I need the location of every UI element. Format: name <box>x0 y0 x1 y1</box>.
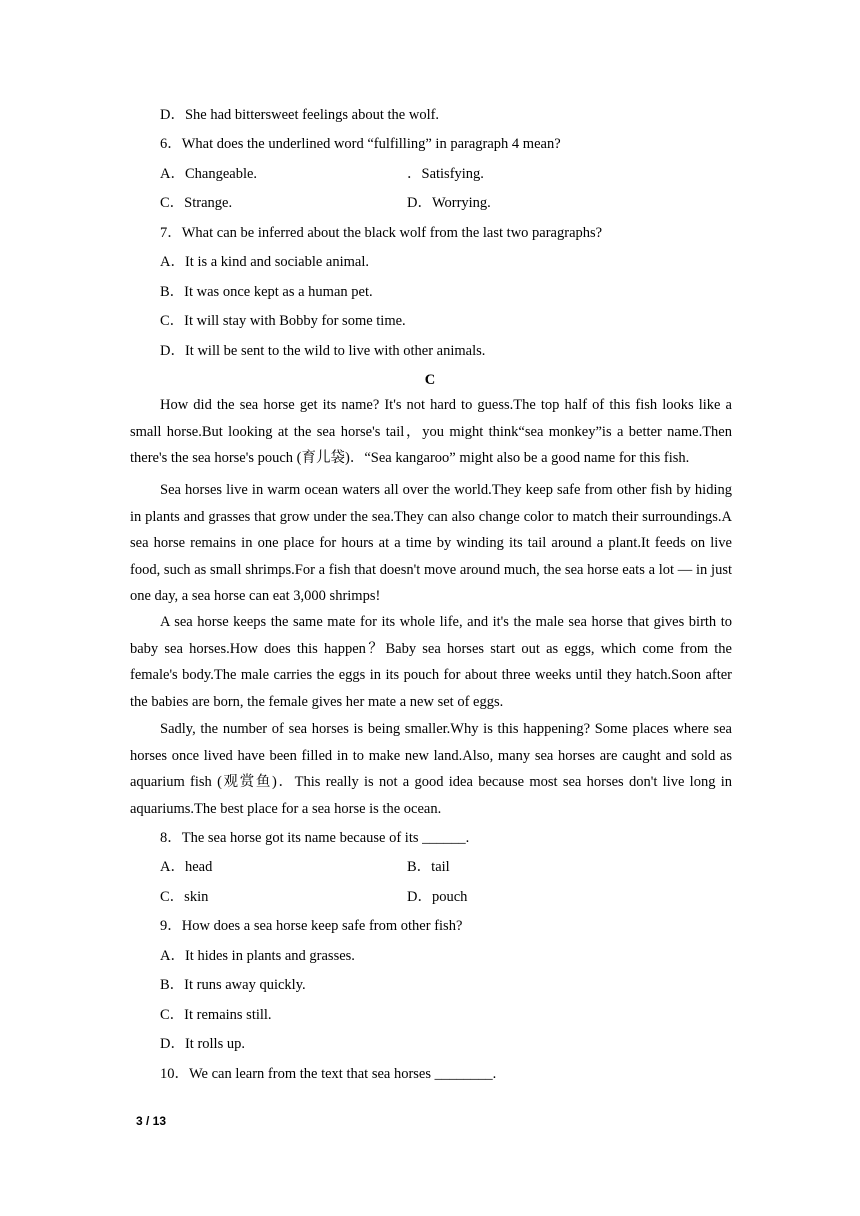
question-7-option-a: A．It is a kind and sociable animal. <box>160 254 369 270</box>
question-5-option-d: D．She had bittersweet feelings about the wolf. <box>160 107 440 123</box>
question-6-stem: 6．What does the underlined word “fulfilling” in paragraph 4 mean? <box>160 136 561 152</box>
question-6-option-c: C．Strange. <box>160 195 233 211</box>
question-8-option-a: A．head <box>160 859 213 875</box>
question-7-stem: 7．What can be inferred about the black wolf from the last two paragraphs? <box>160 225 603 241</box>
question-6-option-a: A．Changeable. <box>160 166 258 182</box>
passage-paragraph-1: How did the sea horse get its name? It's not hard to guess.The top half of this fish looks like a small horse.But looking at the sea horse's tail，you might think“sea monkey”is a better name.Then there's the sea horse's pouch (育儿袋)．“Sea kangaroo” might also be a good name for this fish. <box>130 397 732 466</box>
question-9-option-a: A．It hides in plants and grasses. <box>160 948 355 964</box>
question-6-option-b: ．Satisfying. <box>407 166 484 182</box>
question-9-stem: 9．How does a sea horse keep safe from other fish? <box>160 918 463 934</box>
question-7-option-d: D．It will be sent to the wild to live with other animals. <box>160 343 486 359</box>
question-7-option-c: C．It will stay with Bobby for some time. <box>160 313 406 329</box>
question-10-stem: 10．We can learn from the text that sea horses ________. <box>160 1066 497 1082</box>
passage-paragraph-3: A sea horse keeps the same mate for its whole life, and it's the male sea horse that gives birth to baby sea horses.How does this happen？Baby sea horses start out as eggs, which come from the female's body.The male carries the eggs in its pouch for about three weeks until they hatch.Soon after the babies are born, the female gives her mate a new set of eggs. <box>130 614 732 710</box>
passage-heading: C <box>424 372 436 388</box>
passage-paragraph-4: Sadly, the number of sea horses is being smaller.Why is this happening? Some places where sea horses once lived have been filled in to make new land.Also, many sea horses are caught and sold as aquarium fish (观赏鱼)．This really is not a good idea because most sea horses don't live long in aquariums.The best place for a sea horse is the ocean. <box>130 721 732 817</box>
question-6-option-d: D．Worrying. <box>407 195 491 211</box>
passage-paragraph-2: Sea horses live in warm ocean waters all over the world.They keep safe from other fish by hiding in plants and grasses that grow under the sea.They can also change color to match their surroundings.A sea horse remains in one place for hours at a time by winding its tail around a plant.It feeds on live food, such as small shrimps.For a fish that doesn't move around much, the sea horse eats a lot — in just one day, a sea horse can eat 3,000 shrimps! <box>130 482 732 604</box>
question-9-option-d: D．It rolls up. <box>160 1036 245 1052</box>
question-8-option-b: B．tail <box>407 859 450 875</box>
question-8-option-c: C．skin <box>160 889 209 905</box>
question-7-option-b: B．It was once kept as a human pet. <box>160 284 373 300</box>
page-number: 3 / 13 <box>136 1114 167 1128</box>
question-8-stem: 8．The sea horse got its name because of its ______. <box>160 830 470 846</box>
question-9-option-c: C．It remains still. <box>160 1007 272 1023</box>
question-9-option-b: B．It runs away quickly. <box>160 977 306 993</box>
question-8-option-d: D．pouch <box>407 889 468 905</box>
